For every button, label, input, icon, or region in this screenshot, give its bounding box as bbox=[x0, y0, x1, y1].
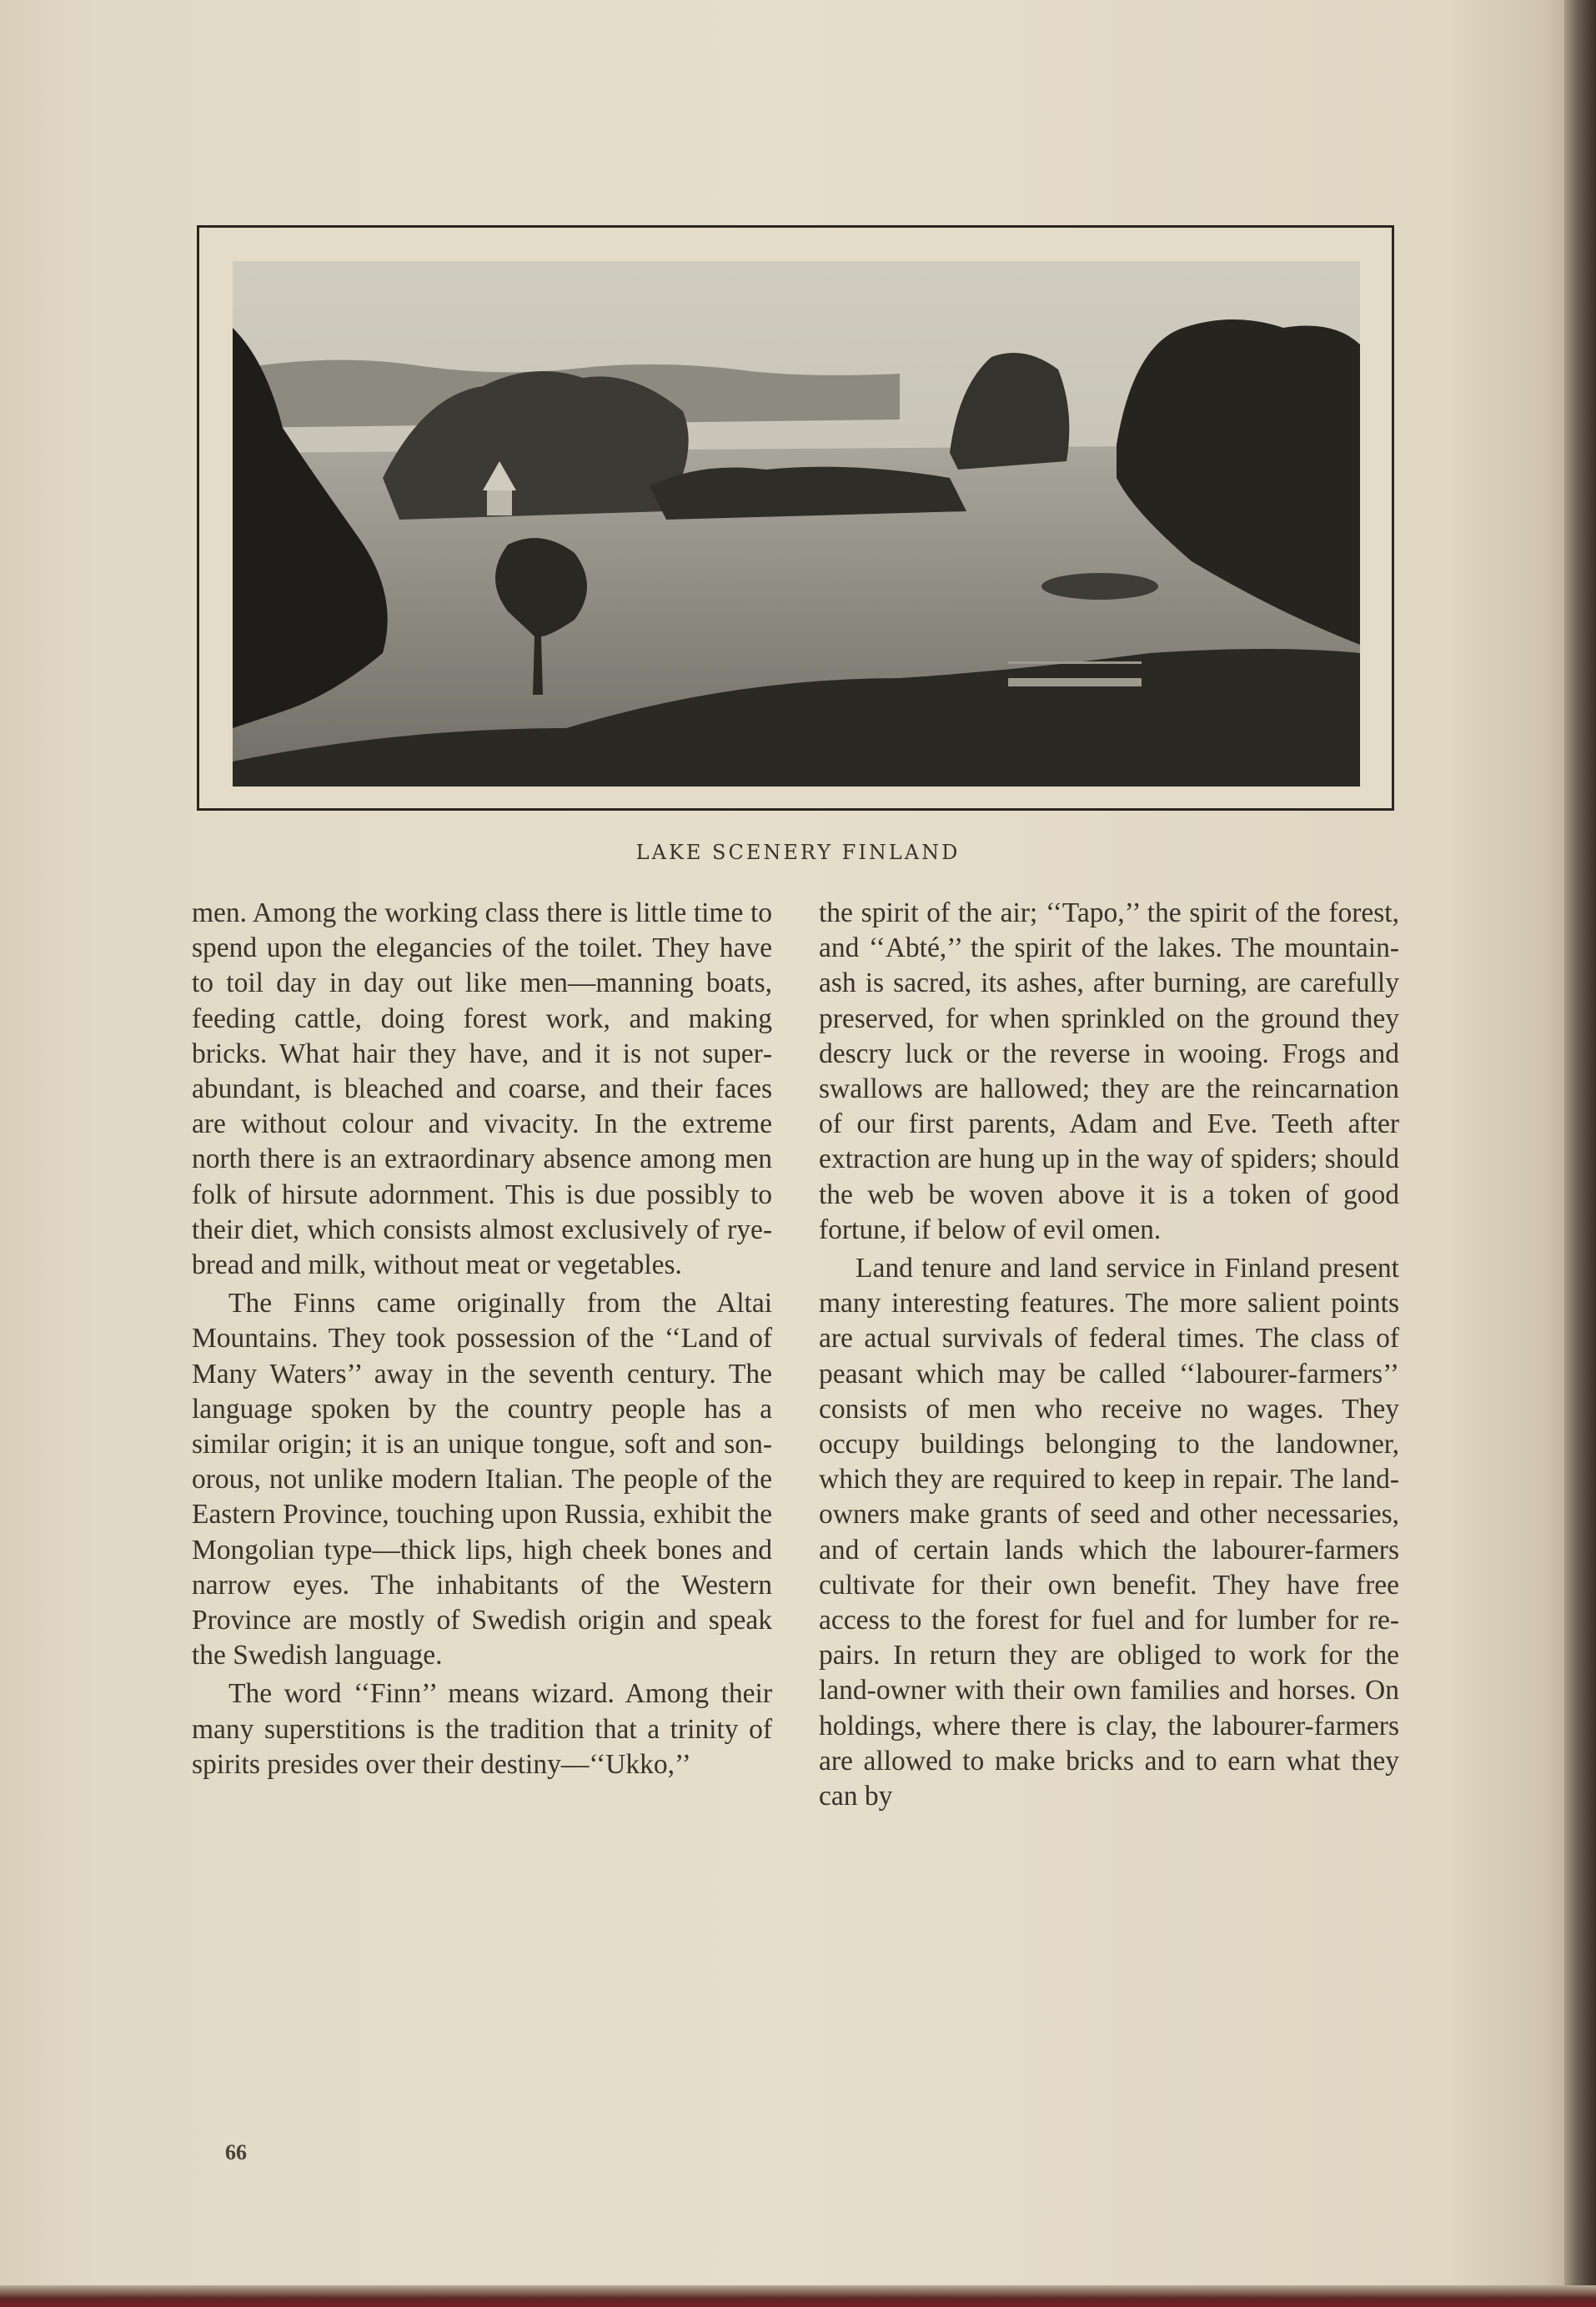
paragraph: Land tenure and land service in Finland present many interesting features. The more salient points are actual survivals of federal times. The class of peasant which may be called ‘‘labourer-farmers’’ consists of men who receive no wages. They occupy buildings belonging to the landowner, which they are required to keep in repair. The land-owners make grants of seed and other necessaries, and of certain lands which the labourer-farmers cultivate for their own benefit. They have free access to the forest for fuel and for lumber for repairs. In return they are obliged to work for the land-owner with their own families and horses. On holdings, where there is clay, the labourer-farmers are allowed to make bricks and to earn what they can by bbox=[819, 1253, 1399, 1812]
boat-island bbox=[1041, 573, 1158, 600]
page-bottom-edge bbox=[0, 2285, 1596, 2307]
paragraph: the spirit of the air; ‘‘Tapo,’’ the spirit of the forest, and ‘‘Abté,’’ the spirit of the lakes. The mountain-ash is sacred, its ashes, after burning, are carefully preserved, for when sprinkled on the ground they descry luck or the reverse in wooing. Frogs and swallows are hallowed; they are the reincarnation of our first parents, Adam and Eve. Teeth after extraction are hung up in the way of spiders; should the web be woven above it is a token of good fortune, if below of evil omen. bbox=[819, 897, 1399, 1245]
paragraph: The word ‘‘Finn’’ means wizard. Among their many superstitions is the tradition that a trinity of spirits presides over their destiny—‘‘Ukko,’’ bbox=[192, 1678, 772, 1780]
lake-scenery-photo bbox=[233, 261, 1360, 787]
page-number: 66 bbox=[225, 2140, 247, 2164]
middle-island bbox=[650, 467, 966, 520]
text-column-left bbox=[192, 896, 772, 1782]
paragraph: The Finns came originally from the Altai Mountains. They took possession of the ‘‘Land of Many Waters’’ away in the seventh century. The language spoken by the country people has a similar origin; it is an unique tongue, soft and sonorous, not unlike modern Italian. The people of the Eastern Province, touching upon Russia, exhibit the Mongolian type—thick lips, high cheek bones and narrow eyes. The inhabitants of the Western Province are mostly of Swedish origin and speak the Swedish language. bbox=[192, 1288, 772, 1671]
figure-caption: LAKE SCENERY FINLAND bbox=[635, 841, 961, 864]
text-column-right bbox=[819, 896, 1399, 1814]
photo-figure bbox=[197, 225, 1394, 811]
paragraph: men. Among the working class there is little time to spend upon the elegancies of the toilet. They have to toil day in day out like men—manning boats, feeding cattle, doing forest work, and making bricks. What hair they have, and it is not superabundant, is bleached and coarse, and their faces are without colour and vivacity. In the extreme north there is an extraordinary absence among men folk of hirsute adornment. This is due possibly to their diet, which consists almost exclusively of rye-bread and milk, without meat or vegetables. bbox=[192, 897, 772, 1281]
book-binding bbox=[1564, 0, 1596, 2307]
fence bbox=[1008, 678, 1142, 686]
